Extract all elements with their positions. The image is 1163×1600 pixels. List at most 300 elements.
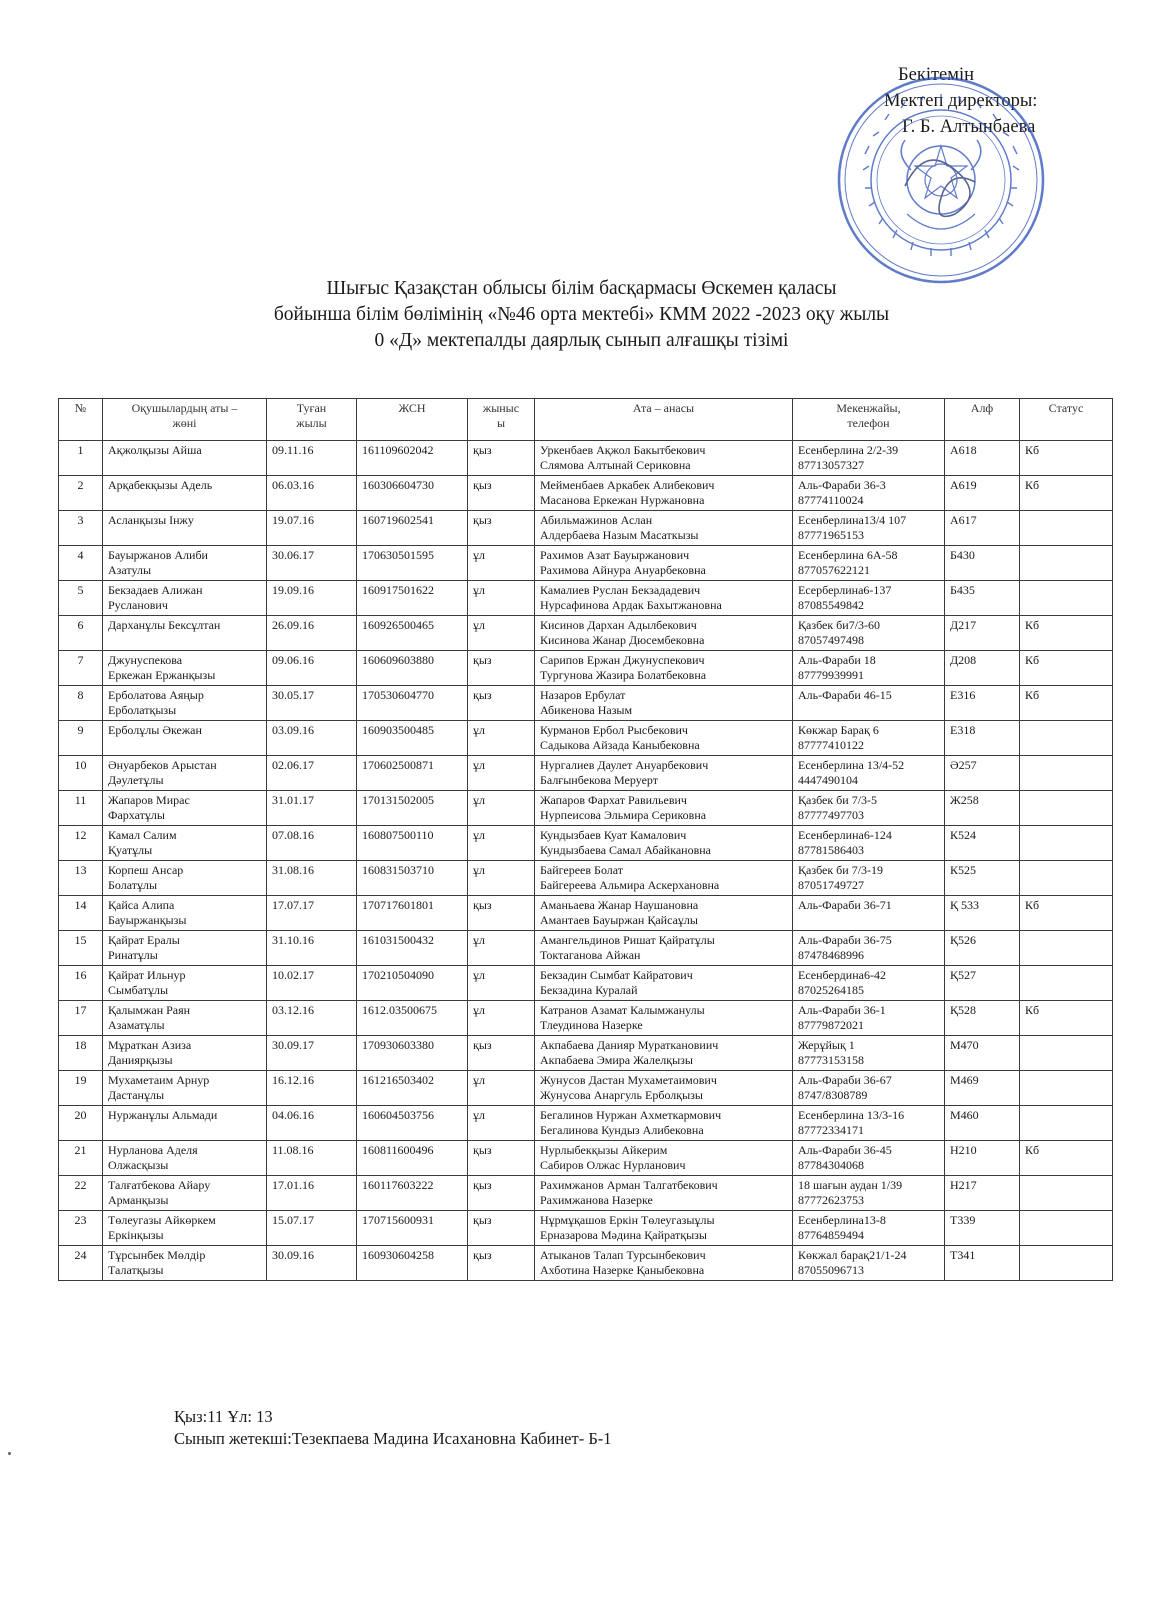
cell-number: 16: [59, 966, 103, 1001]
header-parents: Ата – анасы: [535, 399, 793, 441]
cell-parents-line: Катранов Азамат Калымжанулы: [540, 1003, 705, 1017]
document-title: [0, 276, 1163, 354]
cell-alf: Қ527: [945, 966, 1020, 1001]
cell-birth-date: 09.11.16: [267, 441, 357, 476]
cell-student-name-line: Арқабекқызы Адель: [108, 478, 213, 492]
cell-student-name: [103, 1176, 267, 1211]
header-iin: ЖСН: [357, 399, 468, 441]
cell-birth-date: 31.10.16: [267, 931, 357, 966]
cell-student-name: [103, 511, 267, 546]
cell-status: Кб: [1020, 651, 1113, 686]
cell-parents-line: Масанова Еркежан Нуржановна: [540, 493, 705, 507]
cell-gender: қыз: [468, 511, 535, 546]
cell-status: [1020, 1246, 1113, 1281]
cell-address: [793, 1001, 945, 1036]
scan-speck: [8, 1452, 11, 1455]
cell-number: 21: [59, 1141, 103, 1176]
cell-student-name-line: Еркежан Ержанқызы: [108, 668, 216, 682]
cell-number: 15: [59, 931, 103, 966]
cell-iin: 161031500432: [357, 931, 468, 966]
cell-status: Кб: [1020, 616, 1113, 651]
cell-alf: Д217: [945, 616, 1020, 651]
cell-status: [1020, 721, 1113, 756]
cell-iin: 170717601801: [357, 896, 468, 931]
cell-birth-date: 03.12.16: [267, 1001, 357, 1036]
cell-gender: ұл: [468, 1001, 535, 1036]
cell-address: [793, 1246, 945, 1281]
table-row: [59, 1141, 1113, 1176]
cell-number: 23: [59, 1211, 103, 1246]
cell-parents-line: Атыканов Талап Турсынбекович: [540, 1248, 706, 1262]
cell-address-line: Аль-Фараби 46-15: [798, 688, 892, 702]
cell-student-name-line: [108, 528, 261, 543]
cell-parents: [535, 1001, 793, 1036]
cell-parents-line: Амантаев Бауыржан Қайсаұлы: [540, 913, 698, 927]
cell-number: 1: [59, 441, 103, 476]
cell-birth-date: 31.08.16: [267, 861, 357, 896]
cell-gender: қыз: [468, 686, 535, 721]
cell-gender: қыз: [468, 651, 535, 686]
cell-number: 2: [59, 476, 103, 511]
cell-student-name-line: Олжасқызы: [108, 1158, 169, 1172]
cell-student-name-line: Джунуспекова: [108, 653, 183, 667]
cell-address: [793, 1176, 945, 1211]
cell-alf: М470: [945, 1036, 1020, 1071]
cell-birth-date: 11.08.16: [267, 1141, 357, 1176]
cell-parents: [535, 511, 793, 546]
cell-address: [793, 756, 945, 791]
cell-address-line: Есенберлина13/4 107: [798, 513, 907, 527]
cell-parents-line: Жунусова Анаргуль Ерболқызы: [540, 1088, 703, 1102]
cell-birth-date: 30.06.17: [267, 546, 357, 581]
cell-address-line: Көкжал барақ21/1-24: [798, 1248, 907, 1262]
cell-address: [793, 721, 945, 756]
cell-address-line: Қазбек би7/3-60: [798, 618, 881, 632]
table-row: [59, 651, 1113, 686]
cell-number: 10: [59, 756, 103, 791]
cell-status: [1020, 1176, 1113, 1211]
cell-birth-date: 17.01.16: [267, 1176, 357, 1211]
cell-student-name-line: Талғатбекова Айару: [108, 1178, 211, 1192]
cell-iin: 170602500871: [357, 756, 468, 791]
cell-student-name-line: [108, 1123, 261, 1138]
cell-gender: қыз: [468, 1141, 535, 1176]
cell-address-line: 87025264185: [798, 983, 864, 997]
cell-address: [793, 1141, 945, 1176]
cell-student-name-line: Төлеугазы Айкөркем: [108, 1213, 216, 1227]
cell-alf: А618: [945, 441, 1020, 476]
cell-address-line: Көкжар Барақ 6: [798, 723, 879, 737]
cell-student-name: [103, 721, 267, 756]
cell-parents: [535, 1071, 793, 1106]
cell-student-name-line: Бауыржанқызы: [108, 913, 187, 927]
cell-parents: [535, 616, 793, 651]
cell-iin: 161216503402: [357, 1071, 468, 1106]
table-row: [59, 1211, 1113, 1246]
cell-address-line: 87051749727: [798, 878, 864, 892]
cell-address-line: Аль-Фараби 36-67: [798, 1073, 892, 1087]
cell-gender: ұл: [468, 966, 535, 1001]
cell-status: [1020, 931, 1113, 966]
cell-parents-line: Рахимов Азат Бауыржанович: [540, 548, 690, 562]
cell-address: [793, 441, 945, 476]
cell-student-name-line: Еркінқызы: [108, 1228, 164, 1242]
cell-status: Кб: [1020, 441, 1113, 476]
cell-alf: Н217: [945, 1176, 1020, 1211]
cell-student-name-line: Нурланова Аделя: [108, 1143, 198, 1157]
cell-status: Кб: [1020, 686, 1113, 721]
cell-status: Кб: [1020, 476, 1113, 511]
class-teacher-line: Сынып жетекші:Тезекпаева Мадина Исахановна Кабинет- Б-1: [174, 1429, 612, 1448]
cell-parents-line: Кисинова Жанар Дюсембековна: [540, 633, 705, 647]
cell-alf: Т339: [945, 1211, 1020, 1246]
cell-alf: А619: [945, 476, 1020, 511]
cell-number: 5: [59, 581, 103, 616]
cell-address-line: Қазбек би 7/3-5: [798, 793, 878, 807]
cell-alf: Қ528: [945, 1001, 1020, 1036]
cell-birth-date: 10.02.17: [267, 966, 357, 1001]
cell-birth-date: 30.09.17: [267, 1036, 357, 1071]
cell-student-name-line: Ринатұлы: [108, 948, 158, 962]
cell-status: [1020, 791, 1113, 826]
cell-birth-date: 09.06.16: [267, 651, 357, 686]
cell-address: [793, 581, 945, 616]
table-row: [59, 1036, 1113, 1071]
table-row: [59, 1071, 1113, 1106]
cell-student-name: [103, 441, 267, 476]
cell-parents: [535, 476, 793, 511]
round-seal-icon: [835, 74, 1047, 286]
table-row: [59, 1176, 1113, 1211]
cell-address-line: Аль-Фараби 36-45: [798, 1143, 892, 1157]
cell-address: [793, 1036, 945, 1071]
cell-gender: ұл: [468, 721, 535, 756]
cell-iin: 1612.03500675: [357, 1001, 468, 1036]
cell-student-name-line: Мухаметаим Арнур: [108, 1073, 210, 1087]
cell-address-line: 4447490104: [798, 773, 858, 787]
cell-gender: ұл: [468, 826, 535, 861]
cell-address: [793, 826, 945, 861]
cell-address-line: 87764859494: [798, 1228, 864, 1242]
cell-address: [793, 1211, 945, 1246]
cell-status: [1020, 1106, 1113, 1141]
cell-iin: 160811600496: [357, 1141, 468, 1176]
cell-birth-date: 02.06.17: [267, 756, 357, 791]
cell-student-name: [103, 966, 267, 1001]
cell-number: 7: [59, 651, 103, 686]
cell-iin: 160117603222: [357, 1176, 468, 1211]
cell-status: [1020, 1036, 1113, 1071]
cell-iin: 160926500465: [357, 616, 468, 651]
cell-parents-line: Садыкова Айзада Каныбековна: [540, 738, 700, 752]
cell-gender: ұл: [468, 931, 535, 966]
cell-address-line: Есенберлина6-124: [798, 828, 892, 842]
cell-address-line: Есенберлина13-8: [798, 1213, 886, 1227]
cell-address: [793, 966, 945, 1001]
cell-parents-line: Абильмажинов Аслан: [540, 513, 653, 527]
cell-birth-date: 17.07.17: [267, 896, 357, 931]
cell-address-line: Аль-Фараби 36-75: [798, 933, 892, 947]
cell-birth-date: 19.09.16: [267, 581, 357, 616]
cell-birth-date: 31.01.17: [267, 791, 357, 826]
cell-address-line: 87713057327: [798, 458, 864, 472]
cell-parents-line: Акпабаева Эмира Жалелқызы: [540, 1053, 693, 1067]
cell-address: [793, 1106, 945, 1141]
approval-line-3: Г. Б. Алтынбаева: [902, 117, 1036, 137]
cell-iin: 160306604730: [357, 476, 468, 511]
table-row: [59, 476, 1113, 511]
table-body: [59, 441, 1113, 1281]
cell-parents-line: Камалиев Руслан Бекзададевич: [540, 583, 701, 597]
cell-number: 11: [59, 791, 103, 826]
cell-parents-line: Рахимова Айнура Ануарбековна: [540, 563, 706, 577]
cell-address: [793, 476, 945, 511]
cell-address-line: [798, 913, 939, 928]
cell-student-name-line: [108, 738, 261, 753]
cell-alf: К524: [945, 826, 1020, 861]
cell-address-line: 87057497498: [798, 633, 864, 647]
table-row: [59, 1246, 1113, 1281]
cell-student-name-line: Бекзадаев Алижан: [108, 583, 203, 597]
cell-birth-date: 16.12.16: [267, 1071, 357, 1106]
cell-student-name: [103, 1036, 267, 1071]
title-line-3: 0 «Д» мектепалды даярлық сынып алғашқы тізімі: [374, 330, 789, 351]
cell-student-name-line: Тұрсынбек Мөлдір: [108, 1248, 206, 1262]
table-row: [59, 791, 1113, 826]
cell-student-name-line: Ерболатова Аяңыр: [108, 688, 204, 702]
header-address: Мекенжайы, телефон: [793, 399, 945, 441]
cell-alf: К525: [945, 861, 1020, 896]
cell-parents: [535, 651, 793, 686]
cell-student-name-line: Корпеш Ансар: [108, 863, 184, 877]
cell-address-line: 87779872021: [798, 1018, 864, 1032]
table-row: [59, 756, 1113, 791]
cell-birth-date: 26.09.16: [267, 616, 357, 651]
cell-student-name: [103, 546, 267, 581]
cell-address-line: Қазбек би 7/3-19: [798, 863, 884, 877]
table-header-row: [59, 399, 1113, 441]
table-row: [59, 721, 1113, 756]
cell-alf: Е318: [945, 721, 1020, 756]
cell-gender: қыз: [468, 1211, 535, 1246]
cell-number: 18: [59, 1036, 103, 1071]
cell-parents-line: Кисинов Дархан Адылбекович: [540, 618, 697, 632]
cell-parents-line: Рахимжанов Арман Талгатбекович: [540, 1178, 718, 1192]
cell-parents-line: Бекзадин Сымбат Кайратович: [540, 968, 693, 982]
cell-address: [793, 931, 945, 966]
cell-birth-date: 04.06.16: [267, 1106, 357, 1141]
cell-student-name: [103, 791, 267, 826]
cell-iin: 161109602042: [357, 441, 468, 476]
cell-birth-date: 06.03.16: [267, 476, 357, 511]
table-row: [59, 931, 1113, 966]
cell-number: 12: [59, 826, 103, 861]
cell-gender: қыз: [468, 1176, 535, 1211]
cell-gender: ұл: [468, 861, 535, 896]
cell-parents: [535, 721, 793, 756]
cell-student-name-line: Дәулетұлы: [108, 773, 164, 787]
cell-number: 22: [59, 1176, 103, 1211]
cell-address-line: Есенберлина 13/4-52: [798, 758, 905, 772]
cell-address-line: Аль-Фараби 18: [798, 653, 876, 667]
cell-status: Кб: [1020, 896, 1113, 931]
cell-status: [1020, 966, 1113, 1001]
cell-student-name-line: [108, 633, 261, 648]
cell-student-name: [103, 931, 267, 966]
cell-address-line: 87771965153: [798, 528, 864, 542]
cell-address-line: 87055096713: [798, 1263, 864, 1277]
cell-student-name: [103, 581, 267, 616]
cell-parents: [535, 791, 793, 826]
table-row: [59, 511, 1113, 546]
cell-number: 14: [59, 896, 103, 931]
cell-alf: Е316: [945, 686, 1020, 721]
cell-student-name: [103, 476, 267, 511]
cell-student-name-line: [108, 458, 261, 473]
cell-gender: қыз: [468, 441, 535, 476]
cell-parents-line: Нурпеисова Эльмира Сериковна: [540, 808, 707, 822]
cell-parents-line: Алдербаева Назым Масаткызы: [540, 528, 699, 542]
cell-address: [793, 651, 945, 686]
cell-gender: қыз: [468, 476, 535, 511]
cell-iin: 160903500485: [357, 721, 468, 756]
cell-address-line: Жерұйық 1: [798, 1038, 855, 1052]
cell-address-line: 877057622121: [798, 563, 870, 577]
cell-iin: 170930603380: [357, 1036, 468, 1071]
cell-address-line: 87774110024: [798, 493, 864, 507]
cell-address-line: Аль-Фараби 36-71: [798, 898, 892, 912]
cell-address-line: Есенбердина6-42: [798, 968, 886, 982]
cell-student-name: [103, 1106, 267, 1141]
cell-student-name-line: Қайрат Ералы: [108, 933, 180, 947]
cell-student-name-line: Болатұлы: [108, 878, 158, 892]
cell-parents-line: Ахботина Назерке Қаныбековна: [540, 1263, 705, 1277]
cell-alf: Ә257: [945, 756, 1020, 791]
cell-alf: Б430: [945, 546, 1020, 581]
cell-gender: қыз: [468, 1246, 535, 1281]
cell-parents-line: Амангельдинов Ришат Қайратұлы: [540, 933, 715, 947]
cell-parents-line: Кундызбаев Куат Камалович: [540, 828, 687, 842]
cell-number: 13: [59, 861, 103, 896]
cell-student-name-line: Азаматұлы: [108, 1018, 165, 1032]
cell-parents-line: Нұрмұқашов Еркін Төлеугазыұлы: [540, 1213, 715, 1227]
table-row: [59, 861, 1113, 896]
cell-birth-date: 30.05.17: [267, 686, 357, 721]
cell-parents-line: Жунусов Дастан Мухаметаимович: [540, 1073, 717, 1087]
cell-parents: [535, 686, 793, 721]
cell-iin: 160831503710: [357, 861, 468, 896]
table-row: [59, 686, 1113, 721]
cell-iin: 170131502005: [357, 791, 468, 826]
cell-iin: 160917501622: [357, 581, 468, 616]
cell-status: [1020, 511, 1113, 546]
cell-iin: 170630501595: [357, 546, 468, 581]
cell-parents-line: Аманьаева Жанар Наушановна: [540, 898, 699, 912]
cell-birth-date: 03.09.16: [267, 721, 357, 756]
cell-alf: Қ526: [945, 931, 1020, 966]
cell-student-name-line: Жапаров Мирас: [108, 793, 190, 807]
cell-number: 19: [59, 1071, 103, 1106]
cell-student-name-line: Ерболұлы Әкежан: [108, 723, 202, 737]
cell-address-line: 87777497703: [798, 808, 864, 822]
cell-student-name-line: Дастанұлы: [108, 1088, 165, 1102]
cell-status: [1020, 826, 1113, 861]
cell-gender: ұл: [468, 581, 535, 616]
cell-parents: [535, 966, 793, 1001]
cell-number: 8: [59, 686, 103, 721]
cell-parents: [535, 1246, 793, 1281]
cell-parents-line: Балғынбекова Меруерт: [540, 773, 658, 787]
cell-parents: [535, 1211, 793, 1246]
cell-parents-line: Бегалинова Кундыз Алибековна: [540, 1123, 704, 1137]
cell-birth-date: 07.08.16: [267, 826, 357, 861]
cell-alf: Қ 533: [945, 896, 1020, 931]
cell-parents: [535, 861, 793, 896]
gender-count: Қыз:11 Ұл: 13: [174, 1407, 273, 1426]
cell-gender: ұл: [468, 1071, 535, 1106]
cell-student-name: [103, 826, 267, 861]
cell-address-line: Есерберлина6-137: [798, 583, 892, 597]
header-no: №: [59, 399, 103, 441]
header-student-name: Оқушылардың аты – жөні: [103, 399, 267, 441]
cell-address-line: 87777410122: [798, 738, 864, 752]
table-row: [59, 966, 1113, 1001]
cell-address-line: 87773153158: [798, 1053, 864, 1067]
cell-parents-line: Ерназарова Мәдина Қайратқызы: [540, 1228, 707, 1242]
cell-iin: 160604503756: [357, 1106, 468, 1141]
cell-parents-line: Нурлыбекқызы Айкерим: [540, 1143, 668, 1157]
header-status: Статус: [1020, 399, 1113, 441]
cell-alf: Д208: [945, 651, 1020, 686]
cell-student-name-line: Сымбатұлы: [108, 983, 169, 997]
cell-student-name: [103, 651, 267, 686]
cell-student-name-line: Камал Салим: [108, 828, 177, 842]
cell-alf: Б435: [945, 581, 1020, 616]
cell-student-name-line: Русланович: [108, 598, 168, 612]
cell-gender: қыз: [468, 1036, 535, 1071]
cell-gender: ұл: [468, 756, 535, 791]
cell-parents-line: Тлеудинова Назерке: [540, 1018, 643, 1032]
cell-student-name-line: Мұраткан Азиза: [108, 1038, 192, 1052]
cell-iin: 170210504090: [357, 966, 468, 1001]
cell-student-name: [103, 756, 267, 791]
cell-student-name-line: Қалымжан Раян: [108, 1003, 191, 1017]
cell-parents: [535, 756, 793, 791]
cell-student-name-line: Дарханұлы Бексұлтан: [108, 618, 221, 632]
cell-number: 3: [59, 511, 103, 546]
cell-iin: 160609603880: [357, 651, 468, 686]
cell-student-name-line: Фархатұлы: [108, 808, 165, 822]
cell-address-line: 87784304068: [798, 1158, 864, 1172]
table-row: [59, 826, 1113, 861]
cell-parents-line: Назаров Ербулат: [540, 688, 626, 702]
table-row: [59, 616, 1113, 651]
cell-parents-line: Жапаров Фархат Равильевич: [540, 793, 687, 807]
cell-student-name: [103, 1001, 267, 1036]
approval-line-1: Бекітемін: [898, 65, 975, 85]
cell-student-name: [103, 896, 267, 931]
cell-alf: Н210: [945, 1141, 1020, 1176]
cell-student-name-line: Азатулы: [108, 563, 152, 577]
title-line-2: бойынша білім бөлімінің «№46 орта мектебі» КММ 2022 -2023 оқу жылы: [273, 304, 890, 325]
cell-student-name-line: Арманқызы: [108, 1193, 169, 1207]
cell-student-name: [103, 1211, 267, 1246]
cell-status: Кб: [1020, 1001, 1113, 1036]
cell-iin: 160719602541: [357, 511, 468, 546]
cell-status: [1020, 1211, 1113, 1246]
table-row: [59, 581, 1113, 616]
cell-birth-date: 15.07.17: [267, 1211, 357, 1246]
